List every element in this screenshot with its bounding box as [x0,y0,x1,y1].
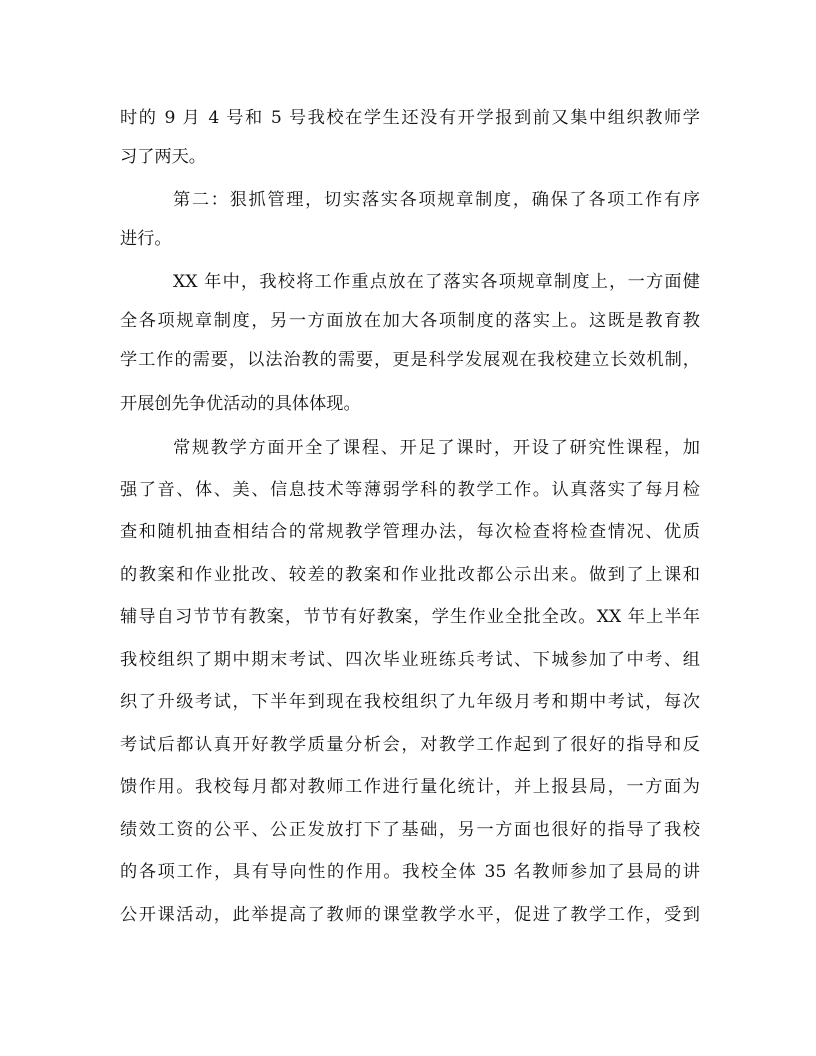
paragraph-3-line-4: 开展创先争优活动的具体体现。 [120,394,361,414]
paragraph-4-line-3: 查和随机抽查相结合的常规教学管理办法，每次检查将检查情况、优质 [120,522,700,542]
paragraph-2-line-2: 进行。 [120,229,172,249]
paragraph-4-line-9: 馈作用。我校每月都对教师工作进行量化统计，并上报县局，一方面为 [120,777,700,797]
paragraph-4-line-5: 辅导自习节节有教案，节节有好教案，学生作业全批全改。XX 年上半年 [120,607,700,627]
paragraph-4-line-12: 公开课活动，此举提高了教师的课堂教学水平，促进了教学工作，受到 [120,905,700,925]
paragraph-4-line-10: 绩效工资的公平、公正发放打下了基础，另一方面也很好的指导了我校 [120,820,700,840]
paragraph-3-line-2: 全各项规章制度，另一方面放在加大各项制度的落实上。这既是教育教 [120,311,700,331]
paragraph-3-line-1: XX 年中，我校将工作重点放在了落实各项规章制度上，一方面健 [173,272,700,292]
paragraph-3-line-3: 学工作的需要，以法治教的需要，更是科学发展观在我校建立长效机制， [120,350,700,370]
paragraph-1-line-2: 习了两天。 [120,147,206,167]
paragraph-4-line-8: 考试后都认真开好教学质量分析会，对教学工作起到了很好的指导和反 [120,735,700,755]
paragraph-4-line-1: 常规教学方面开全了课程、开足了课时，开设了研究性课程，加 [173,438,700,458]
paragraph-4-line-2: 强了音、体、美、信息技术等薄弱学科的教学工作。认真落实了每月检 [120,480,700,500]
paragraph-4-line-7: 织了升级考试，下半年到现在我校组织了九年级月考和期中考试，每次 [120,692,700,712]
paragraph-4-line-6: 我校组织了期中期末考试、四次毕业班练兵考试、下城参加了中考、组 [120,650,700,670]
paragraph-4-line-11: 的各项工作，具有导向性的作用。我校全体 35 名教师参加了县局的讲 [120,862,700,882]
paragraph-2-line-1: 第二：狠抓管理，切实落实各项规章制度，确保了各项工作有序 [173,190,700,210]
paragraph-1-line-1: 时的 9 月 4 号和 5 号我校在学生还没有开学报到前又集中组织教师学 [120,108,700,128]
paragraph-4-line-4: 的教案和作业批改、较差的教案和作业批改都公示出来。做到了上课和 [120,565,700,585]
